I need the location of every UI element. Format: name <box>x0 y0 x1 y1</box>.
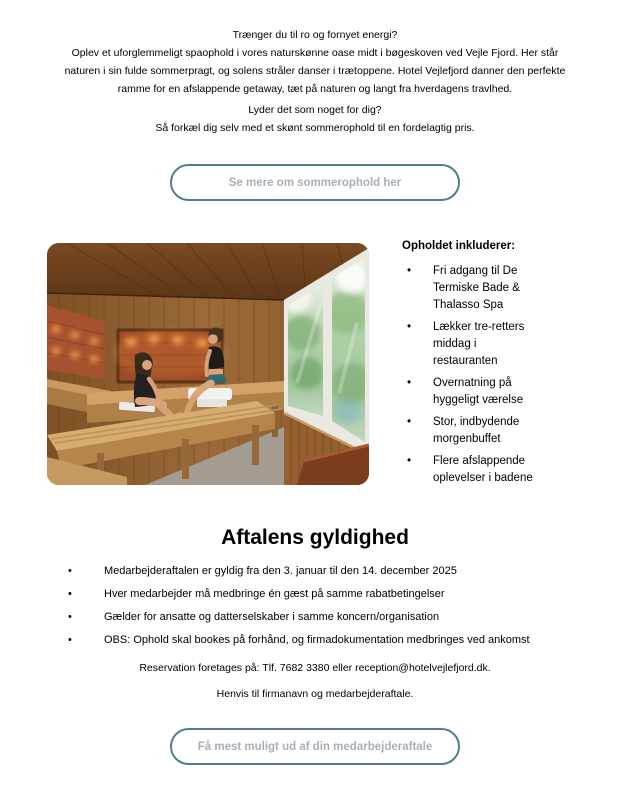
includes-list <box>402 263 538 487</box>
see-summer-stay-button[interactable]: Se mere om sommerophold her <box>170 164 460 201</box>
includes-item: • Stor, indbydende morgenbuffet <box>407 414 538 448</box>
sauna-spa-photo-illustration <box>47 243 369 485</box>
validity-item: • Hver medarbejder må medbringe én gæst på samme rabatbetingelser <box>68 585 630 603</box>
sauna-spa-photo <box>47 243 369 485</box>
intro-question-2: Lyder det som noget for dig? <box>248 104 382 116</box>
intro-offer-line: Så forkæl dig selv med et skønt sommerophold til en fordelagtig pris. <box>155 122 475 134</box>
includes-title: Opholdet inkluderer: <box>402 240 516 252</box>
stay-section <box>47 238 590 492</box>
validity-list <box>68 562 630 649</box>
reservation-info: Reservation foretages på: Tlf. 7682 3380 eller reception@hotelvejlefjord.dk. <box>139 662 491 674</box>
includes-item: • Lækker tre-retters middag i restauranten <box>407 319 538 370</box>
validity-item: • Medarbejderaftalen er gyldig fra den 3. januar til den 14. december 2025 <box>68 562 630 580</box>
validity-title: Aftalens gyldighed <box>221 526 409 549</box>
intro-section <box>0 0 630 137</box>
employee-agreement-button[interactable]: Få mest muligt ud af din medarbejderaftale <box>170 728 460 765</box>
includes-item: • Flere afslappende oplevelser i badene <box>407 453 538 487</box>
reference-note: Henvis til firmanavn og medarbejderaftale. <box>216 688 414 700</box>
stay-includes-panel <box>402 238 538 492</box>
validity-item: • OBS: Ophold skal bookes på forhånd, og firmadokumentation medbringes ved ankomst <box>68 631 630 649</box>
validity-item: • Gælder for ansatte og datterselskaber i samme koncern/organisation <box>68 608 630 626</box>
intro-paragraph: Oplev et uforglemmeligt spaophold i vores naturskønne oase midt i bøgeskoven ved Vejle Fjord. Her står naturen i sin fulde sommerpragt, og solens stråler danser i trætoppene. Hotel Vejlefjord danner den perfekte ramme for en afslappende getaway, tæt på naturen og langt fra hverdagens travlhed. <box>64 47 566 95</box>
includes-item: • Fri adgang til De Termiske Bade & Thalasso Spa <box>407 263 538 314</box>
contact-section <box>0 659 630 703</box>
includes-item: • Overnatning på hyggeligt værelse <box>407 375 538 409</box>
intro-question: Trænger du til ro og fornyet energi? <box>232 29 398 41</box>
